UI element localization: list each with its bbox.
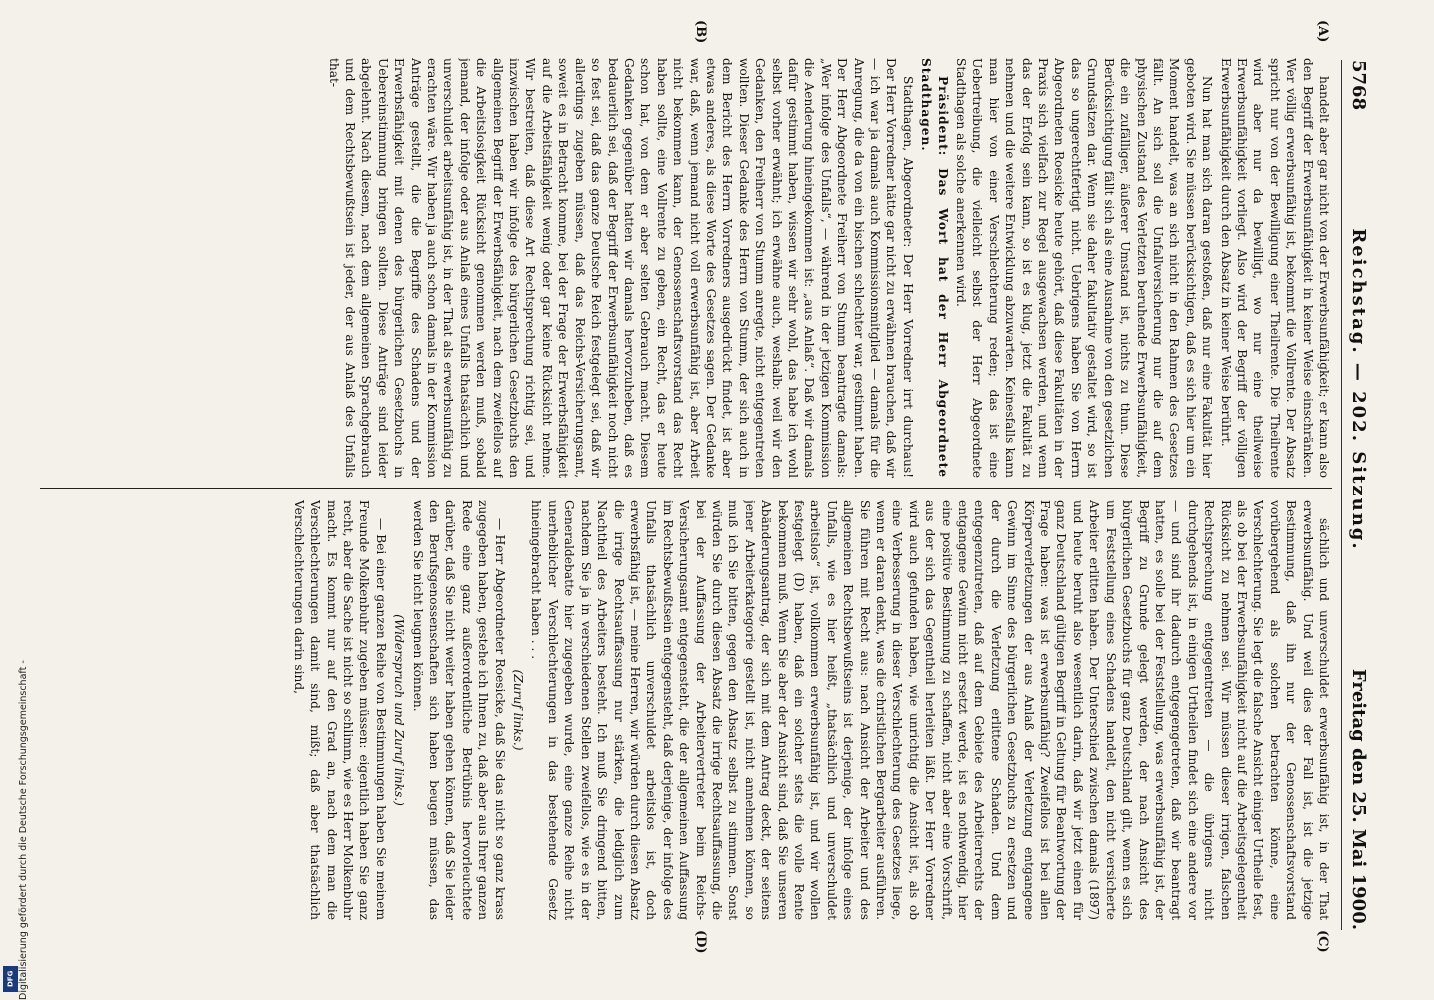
paragraph: Stadthagen, Abgeordneter: Der Herr Vorredner irrt durchaus! Der Herr Vorredner hätte gar nicht zu erwähnen brauchen, daß wir — ich war ja damals auch Kommissionsmitglied — damals für die Anregung, die da von ein bischen schlechter war, gestimmt haben. Der Herr Abgeordnete Freiherr von Stumm beantragte damals: „Wer infolge des Unfalls“, — während in der jetzigen Kommission die Aenderung hineingekommen ist: „aus Anlaß“. Daß wir damals dafür gestimmt haben, wissen wir sehr wohl, das habe ich wohl selbst vorher erwähnt; ich erwähne auch, weshalb: weil wir den Gedanken, den Freiherr von Stumm anregte, nicht entgegentreten wollten. Dieser Gedanke des Herrn von Stumm, der sich auch in dem Bericht des Herrn Vorredners ausgedrückt findet, ist aber etwas anderes, als diese Worte des Gesetzes sagen. Der Gedanke war, daß, wenn jemand nicht voll erwerbsunfähig ist, aber Arbeit nicht bekommen kann, der Genossenschaftsvorstand das Recht haben sollte, eine Vollrente zu geben, ein Recht, das er heute schon hat, von dem er aber selten Gebrauch macht. Diesem Gedanken gegenüber hatten wir damals hervorzuheben, daß es bedauerlich sei, daß der Begriff der Erwerbsunfähigkeit noch nicht so fest sei, daß das ganze Deutsche Reich festgelegt sei, daß wir allerdings zugeben müssen, daß das Reichs-Versicherungsamt, soweit es in Betracht komme, bei der Frage der Erwerbsfähigkeit auf die Arbeitsfähigkeit wenig oder gar keine Rücksicht nehme. Wir bestreiten, daß diese Art Rechtsprechung richtig sei, und inzwischen haben wir infolge des bürgerlichen Gesetzbuchs den allgemeinen Begriff der Erwerbsfähigkeit, nach dem zweifellos auf die Arbeitslosigkeit Rücksicht genommen werden muß, sobald jemand, der infolge oder aus Anlaß eines Unfalls thatsächlich und unverschuldet arbeitsunfähig ist, in der That als erwerbsunfähig zu erachten wäre. Wir haben ja auch schon damals in der Kommission Anträge gestellt, die die Begriffe des Schadens und der Erwerbsfähigkeit mit denen des bürgerlichen Gesetzbuchs in Uebereinstimmung bringen sollten. Diese Anträge sind leider abgelehnt. Nach diesem, nach dem allgemeinen Sprachgebrauch und dem Rechtsbewußtsein ist jeder, der aus Anlaß des Unfalls that- bbox=[326, 58, 915, 478]
margin-marker-d: (D) bbox=[693, 930, 708, 954]
left-text-column bbox=[40, 58, 1332, 478]
paragraph: sächlich und unverschuldet erwerbsunfähig ist, in der That erwerbsunfähig. Und weil dies der Fall ist, ist die jetzige Bestimmung, daß ihn nur der Genossenschaftsvorstand vorübergehend als solchen betrachten könne, eine Verschlechterung. Sie legt die falsche Ansicht einiger Urtheile fest, als ob bei der Erwerbsunfähigkeit nicht auf die Arbeitsgelegenheit Rücksicht zu nehmen sei. Wir müssen dieser irrigen, falschen Rechtsprechung entgegentreten — die übrigens nicht durchgehends ist, in einigen Urtheilen findet sich eine andere vor — und sind ihr dadurch entgegengetreten, daß wir beantragt hatten, es solle bei der Feststellung, was erwerbsunfähig ist, der Begriff zu Grunde gelegt werden, der nach Ansicht des bürgerlichen Gesetzbuchs für ganz Deutschland gilt, wenn es sich um Feststellung eines Schadens handelt, den nicht versicherte Arbeiter erlitten haben. Der Unterschied zwischen damals (1897) und heute beruht also wesentlich darin, daß wir jetzt einen für ganz Deutschland gültigen Begriff in Geltung für Beantwortung der Frage haben: was ist erwerbsunfähig? Zweifellos ist bei allen Körperverletzungen der aus Anlaß der Verletzung entgangene Gewinn im Sinne des bürgerlichen Gesetzbuchs zu ersetzen und der durch die Verletzung erlittene Schaden. Und dem entgegenzutreten, daß auf dem Gebiete des Arbeiterrechts der entgangene Gewinn nicht ersetzt werde, ist es nothwendig, hier eine positive Bestimmung zu schaffen, nicht aber eine Vorschrift, aus der sich das Gegentheil herleiten läßt. Der Herr Vorredner wird auch gefunden haben, wie unrichtig die Ansicht ist, als ob eine Verbesserung in dieser Verschlechterung des Gesetzes liege, wenn er daran denkt, was die christlichen Bergarbeiter ausführen. Sie führen mit Recht aus: nach Ansicht der Arbeiter und des allgemeinen Rechtsbewußtseins ist derjenige, der infolge eines Unfalls, wie es hier heißt, „thatsächlich und unverschuldet arbeitslos“ ist, vollkommen erwerbsunfähig ist, und wir wollen festgelegt (D) haben, daß ein solcher stets die volle Rente bekommen muß. Wenn Sie aber der Ansicht sind, daß Sie unseren Abänderungsantrag, der sich mit dem Antrag deckt, der seitens jener Arbeiterkategorie gestellt ist, nicht annehmen können, so muß ich Sie bitten, gegen den Absatz selbst zu stimmen. Sonst würden Sie durch diesen Absatz die irrige Rechtsauffassung, die bei der Auffassung der Arbeitervertreter beim Reichs-Versicherungsamt entgegensteht, die der allgemeinen Auffassung im Rechtsbewußtsein entgegensteht, daß derjenige, der infolge des Unfalls thatsächlich unverschuldet arbeitslos ist, doch erwerbsfähig ist, — meine Herren, wir würden durch diesen Absatz die irrige Rechtsauffassung nur stärken, die lediglich zum Nachtheil des Arbeiters besteht. Ich muß Sie dringend bitten, nachdem Sie ja in verschiedenen Stellen zweifellos, wie es in der Generaldebatte hier zugegeben wurde, eine ganze Reihe nicht unerheblicher Verschlechterungen in das bestehende Gesetz hineingebracht haben . . . bbox=[529, 500, 1331, 920]
margin-marker-b: (B) bbox=[693, 20, 708, 44]
speaker-line: Präsident: Das Wort hat der Herr Abgeordnete Stadthagen. bbox=[919, 58, 950, 478]
paragraph: — Herr Abgeordneter Roesicke, daß Sie das nicht so ganz krass zugegeben haben, gestehe ich Ihnen zu, daß aber aus Ihrer ganzen Rede eine ganz außerordentliche Betrübnis hervorleuchtete darüber, daß Sie nicht weiter haben gehen können, daß Sie leider den Berufsgenossenschaften sich haben beugen müssen, das werden Sie nicht leugnen können. bbox=[410, 500, 507, 920]
page-header-date: Freitag den 25. Mai 1900. bbox=[1348, 668, 1370, 930]
digitization-note: Digitalisierung gefördert durch die Deutsche Forschungsgemeinschaft - bbox=[18, 660, 29, 1000]
dfg-logo-icon: DFG bbox=[3, 966, 18, 992]
margin-marker-a: (A) bbox=[1315, 20, 1330, 43]
interjection: (Zuruf links.) bbox=[511, 669, 526, 751]
interjection: (Widerspruch und Zuruf links.) bbox=[392, 614, 407, 806]
margin-marker-c: (C) bbox=[1315, 930, 1330, 953]
paragraph: — Bei einer ganzen Reihe von Bestimmungen haben Sie meinem Freunde Molkenbuhr zugeben müssen: eigentlich haben Sie ganz recht, aber die Sache ist nicht so schlimm, wie es Herr Molkenbuhr macht. Es kommt nur auf den Grad an, nach dem man die Verschlechterungen damit sind, mißt; daß aber thatsächlich Verschlechterungen darin sind, bbox=[291, 500, 388, 920]
page-header bbox=[1341, 60, 1376, 930]
paragraph: handelt aber gar nicht von der Erwerbsunfähigkeit; er kann also den Begriff der Erwerbsunfähigkeit in keiner Weise einschränken. Wer völlig erwerbsunfähig ist, bekommt die Vollrente. Der Absatz spricht nur von der Bewilligung einer Theilrente. Die Theilrente wird aber nur da bewilligt, wo nur eine theilweise Erwerbsunfähigkeit vorliegt. Also wird der Begriff der völligen Erwerbsunfähigkeit durch den Absatz in keiner Weise berührt. bbox=[1218, 58, 1331, 478]
page-number: 5768 bbox=[1348, 60, 1370, 111]
page-header-title: Reichstag. — 202. Sitzung. bbox=[1348, 228, 1370, 551]
column-divider bbox=[40, 488, 1332, 489]
digitization-strip bbox=[0, 0, 29, 1000]
right-text-column bbox=[40, 500, 1332, 920]
paragraph: Nun hat man sich daran gestoßen, daß nur eine Fakultät hier geboten wird. Sie müssen berücksichtigen, daß es sich hier um ein Moment handelt, was an sich nicht in den Rahmen des Gesetzes fällt. An sich soll die Unfallversicherung nur die auf dem physischen Zustand des Verletzten beruhende Erwerbsunfähigkeit, die ein zufälliger, äußerer Umstand ist, nichts zu thun. Diese Berücksichtigung fällt sich als eine Ausnahme von den gesetzlichen Grundsätzen dar. Wenn sie daher fakultativ gestaltet wird, so ist das so ungerechtfertigt nicht. Uebrigens haben Sie von Herrn Abgeordneten Roesicke heute gehört, daß diese Fakultäten in der Praxis sich vielfach zur Regel ausgewachsen werden, und wenn das der Erfolg sein kann, so ist es klug, jetzt die Fakultät zu nehmen und die weitere Entwicklung abzuwarten. Keinesfalls kann man hier von einer Verschlechterung reden; das ist eine Uebertreibung, die vielleicht selbst der Herr Abgeordnete Stadthagen als solche anerkennen wird. bbox=[954, 58, 1215, 478]
